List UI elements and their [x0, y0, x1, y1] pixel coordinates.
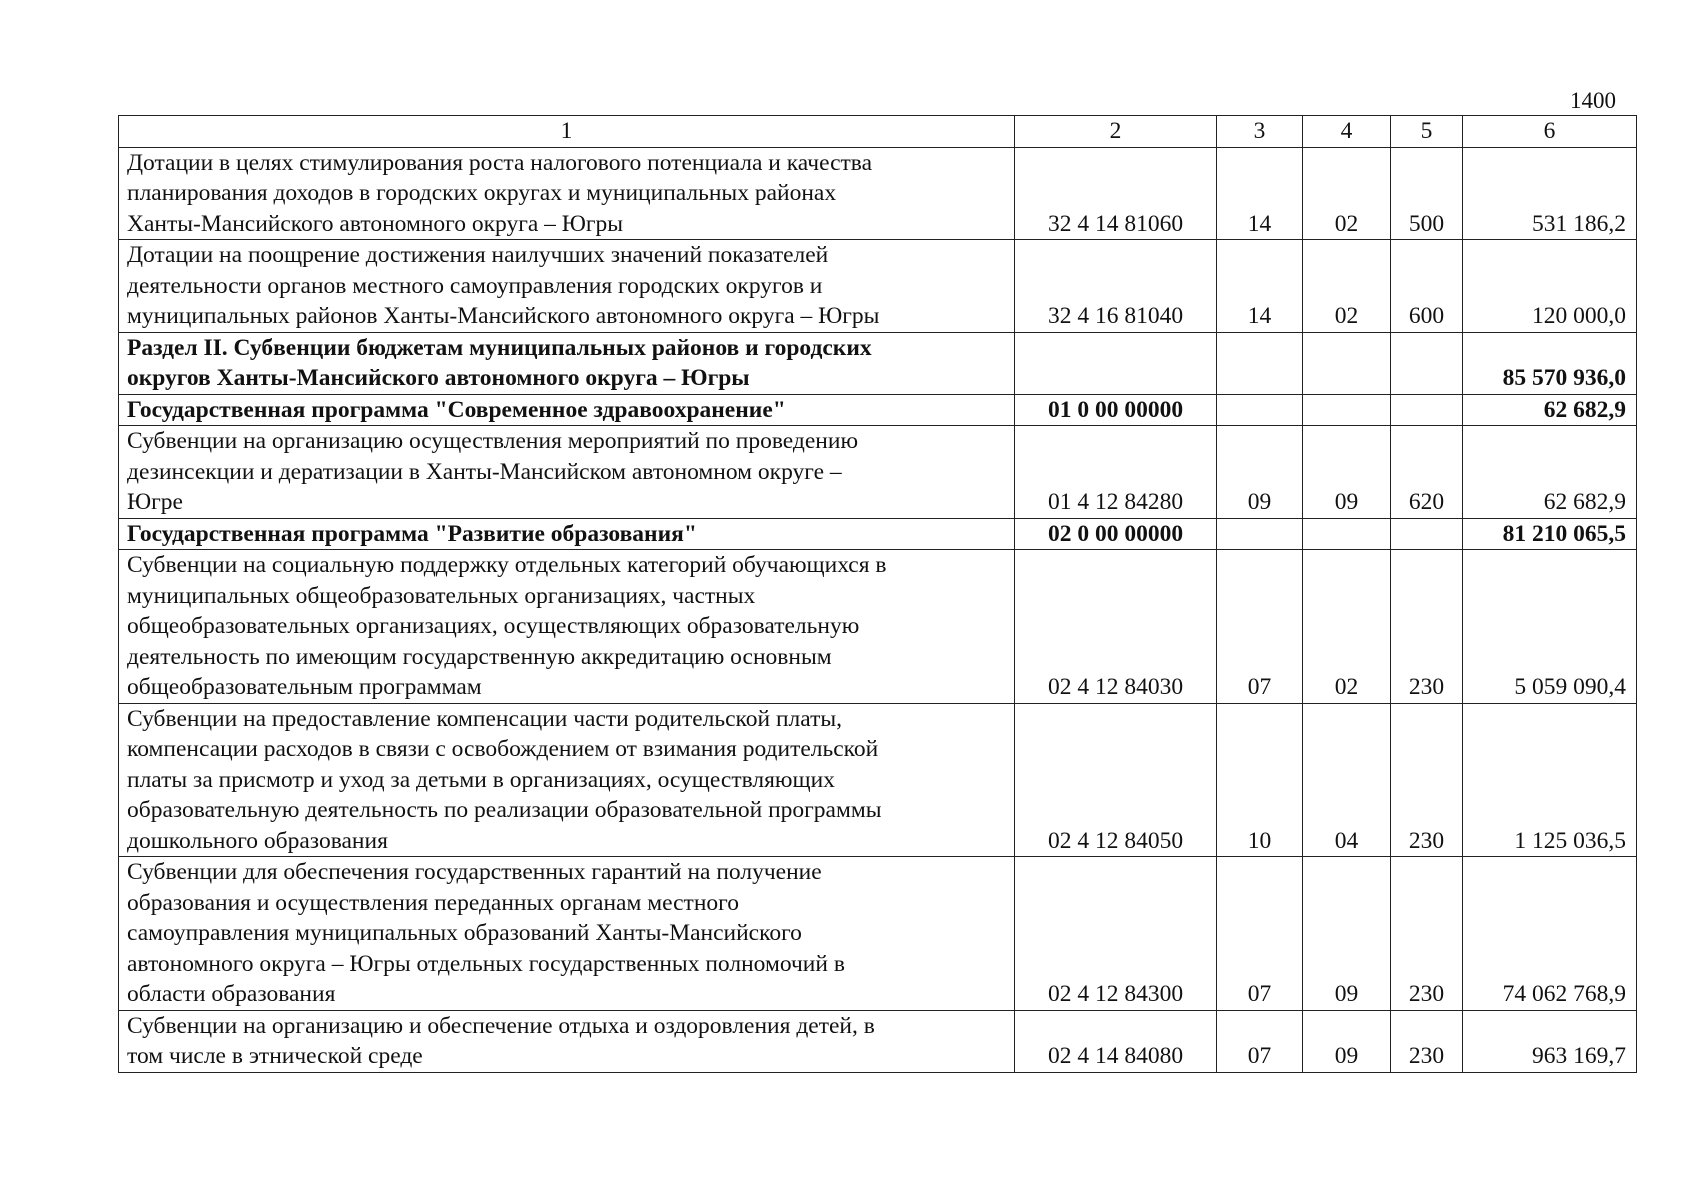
target-code-cell: 01 0 00 00000 [1015, 394, 1217, 426]
table-row [119, 394, 1637, 426]
section-cell [1217, 332, 1303, 394]
table-row [119, 426, 1637, 519]
target-code-cell: 02 0 00 00000 [1015, 518, 1217, 550]
section-cell [1217, 394, 1303, 426]
row-description [119, 703, 1015, 857]
subsection-cell: 02 [1303, 550, 1391, 704]
description-line: общеобразовательным программам [127, 674, 482, 700]
expense-type-cell: 230 [1391, 550, 1463, 704]
description-line: планирования доходов в городских округах и муниципальных районах [127, 180, 837, 206]
description-line: Субвенции на социальную поддержку отдельных категорий обучающихся в [127, 552, 887, 578]
table-body [119, 116, 1637, 1073]
column-header-3: 3 [1217, 116, 1303, 148]
amount-cell: 74 062 768,9 [1463, 857, 1637, 1011]
amount-cell: 85 570 936,0 [1463, 332, 1637, 394]
expense-type-cell: 620 [1391, 426, 1463, 519]
table-row [119, 857, 1637, 1011]
expense-type-cell [1391, 394, 1463, 426]
target-code-cell: 32 4 14 81060 [1015, 147, 1217, 240]
subsection-cell: 02 [1303, 147, 1391, 240]
amount-cell: 963 169,7 [1463, 1010, 1637, 1072]
description-line: округов Ханты-Мансийского автономного округа – Югры [127, 365, 750, 391]
row-description [119, 240, 1015, 333]
section-cell: 09 [1217, 426, 1303, 519]
description-line: области образования [127, 981, 336, 1007]
subsection-cell: 04 [1303, 703, 1391, 857]
expense-type-cell [1391, 518, 1463, 550]
description-line: образования и осуществления переданных органам местного [127, 889, 739, 916]
description-line: общеобразовательных организациях, осуществляющих образовательную [127, 613, 860, 639]
table-row [119, 1010, 1637, 1072]
row-description [119, 550, 1015, 704]
description-line: Субвенции на организацию осуществления мероприятий по проведению [127, 428, 859, 454]
description-line: образовательную деятельность по реализации образовательной программы [127, 797, 882, 823]
section-cell: 14 [1217, 240, 1303, 333]
target-code-cell: 02 4 12 84300 [1015, 857, 1217, 1011]
table-row [119, 332, 1637, 394]
row-description [119, 147, 1015, 240]
description-line: муниципальных районов Ханты-Мансийского автономного округа – Югры [127, 303, 880, 329]
amount-cell: 81 210 065,5 [1463, 518, 1637, 550]
subsection-cell: 09 [1303, 857, 1391, 1011]
expense-type-cell: 230 [1391, 1010, 1463, 1072]
description-line: муниципальных общеобразовательных организациях, частных [127, 582, 756, 609]
column-header-2: 2 [1015, 116, 1217, 148]
target-code-cell: 02 4 12 84050 [1015, 703, 1217, 857]
table-row [119, 240, 1637, 333]
expense-type-cell: 500 [1391, 147, 1463, 240]
row-description [119, 1010, 1015, 1072]
description-line: Дотации на поощрение достижения наилучших значений показателей [127, 242, 829, 268]
description-line: компенсации расходов в связи с освобождением от взимания родительской [127, 736, 879, 762]
amount-cell: 531 186,2 [1463, 147, 1637, 240]
subsection-cell: 02 [1303, 240, 1391, 333]
table-header-row [119, 116, 1637, 148]
description-line: дошкольного образования [127, 827, 388, 854]
description-line: Государственная программа "Современное здравоохранение" [127, 396, 786, 423]
amount-cell: 5 059 090,4 [1463, 550, 1637, 704]
target-code-cell: 02 4 14 84080 [1015, 1010, 1217, 1072]
section-cell: 07 [1217, 857, 1303, 1011]
column-header-1: 1 [119, 116, 1015, 148]
row-description [119, 394, 1015, 426]
description-line: том числе в этнической среде [127, 1043, 423, 1069]
row-description [119, 332, 1015, 394]
description-line: Югре [127, 489, 183, 515]
target-code-cell: 02 4 12 84030 [1015, 550, 1217, 704]
description-line: платы за присмотр и уход за детьми в организациях, осуществляющих [127, 766, 835, 793]
expense-type-cell: 600 [1391, 240, 1463, 333]
amount-cell: 1 125 036,5 [1463, 703, 1637, 857]
description-line: деятельности органов местного самоуправления городских округов и [127, 272, 823, 299]
amount-cell: 120 000,0 [1463, 240, 1637, 333]
expense-type-cell: 230 [1391, 857, 1463, 1011]
description-line: Субвенции для обеспечения государственных гарантий на получение [127, 859, 822, 885]
page-number: 1400 [1570, 88, 1616, 113]
table-row [119, 518, 1637, 550]
description-line: Раздел II. Субвенции бюджетам муниципальных районов и городских [127, 334, 872, 361]
row-description [119, 518, 1015, 550]
description-line: Дотации в целях стимулирования роста налогового потенциала и качества [127, 149, 873, 176]
column-header-6: 6 [1463, 116, 1637, 148]
description-line: автономного округа – Югры отдельных государственных полномочий в [127, 950, 845, 977]
description-line: Государственная программа "Развитие образования" [127, 520, 697, 547]
description-line: деятельность по имеющим государственную аккредитацию основным [127, 643, 832, 670]
description-line: Ханты-Мансийского автономного округа – Югры [127, 210, 624, 237]
column-header-5: 5 [1391, 116, 1463, 148]
section-cell [1217, 518, 1303, 550]
row-description [119, 857, 1015, 1011]
target-code-cell [1015, 332, 1217, 394]
subsection-cell [1303, 332, 1391, 394]
table-row [119, 147, 1637, 240]
table-row [119, 703, 1637, 857]
budget-table [118, 115, 1637, 1073]
amount-cell: 62 682,9 [1463, 426, 1637, 519]
subsection-cell: 09 [1303, 1010, 1391, 1072]
description-line: Субвенции на предоставление компенсации части родительской платы, [127, 705, 843, 732]
target-code-cell: 01 4 12 84280 [1015, 426, 1217, 519]
subsection-cell [1303, 518, 1391, 550]
subsection-cell: 09 [1303, 426, 1391, 519]
expense-type-cell [1391, 332, 1463, 394]
description-line: Субвенции на организацию и обеспечение отдыха и оздоровления детей, в [127, 1012, 875, 1039]
section-cell: 07 [1217, 1010, 1303, 1072]
section-cell: 14 [1217, 147, 1303, 240]
expense-type-cell: 230 [1391, 703, 1463, 857]
description-line: дезинсекции и дератизации в Ханты-Мансийском автономном округе – [127, 458, 842, 485]
section-cell: 10 [1217, 703, 1303, 857]
table-row [119, 550, 1637, 704]
subsection-cell [1303, 394, 1391, 426]
amount-cell: 62 682,9 [1463, 394, 1637, 426]
row-description [119, 426, 1015, 519]
column-header-4: 4 [1303, 116, 1391, 148]
section-cell: 07 [1217, 550, 1303, 704]
target-code-cell: 32 4 16 81040 [1015, 240, 1217, 333]
description-line: самоуправления муниципальных образований Ханты-Мансийского [127, 920, 802, 946]
